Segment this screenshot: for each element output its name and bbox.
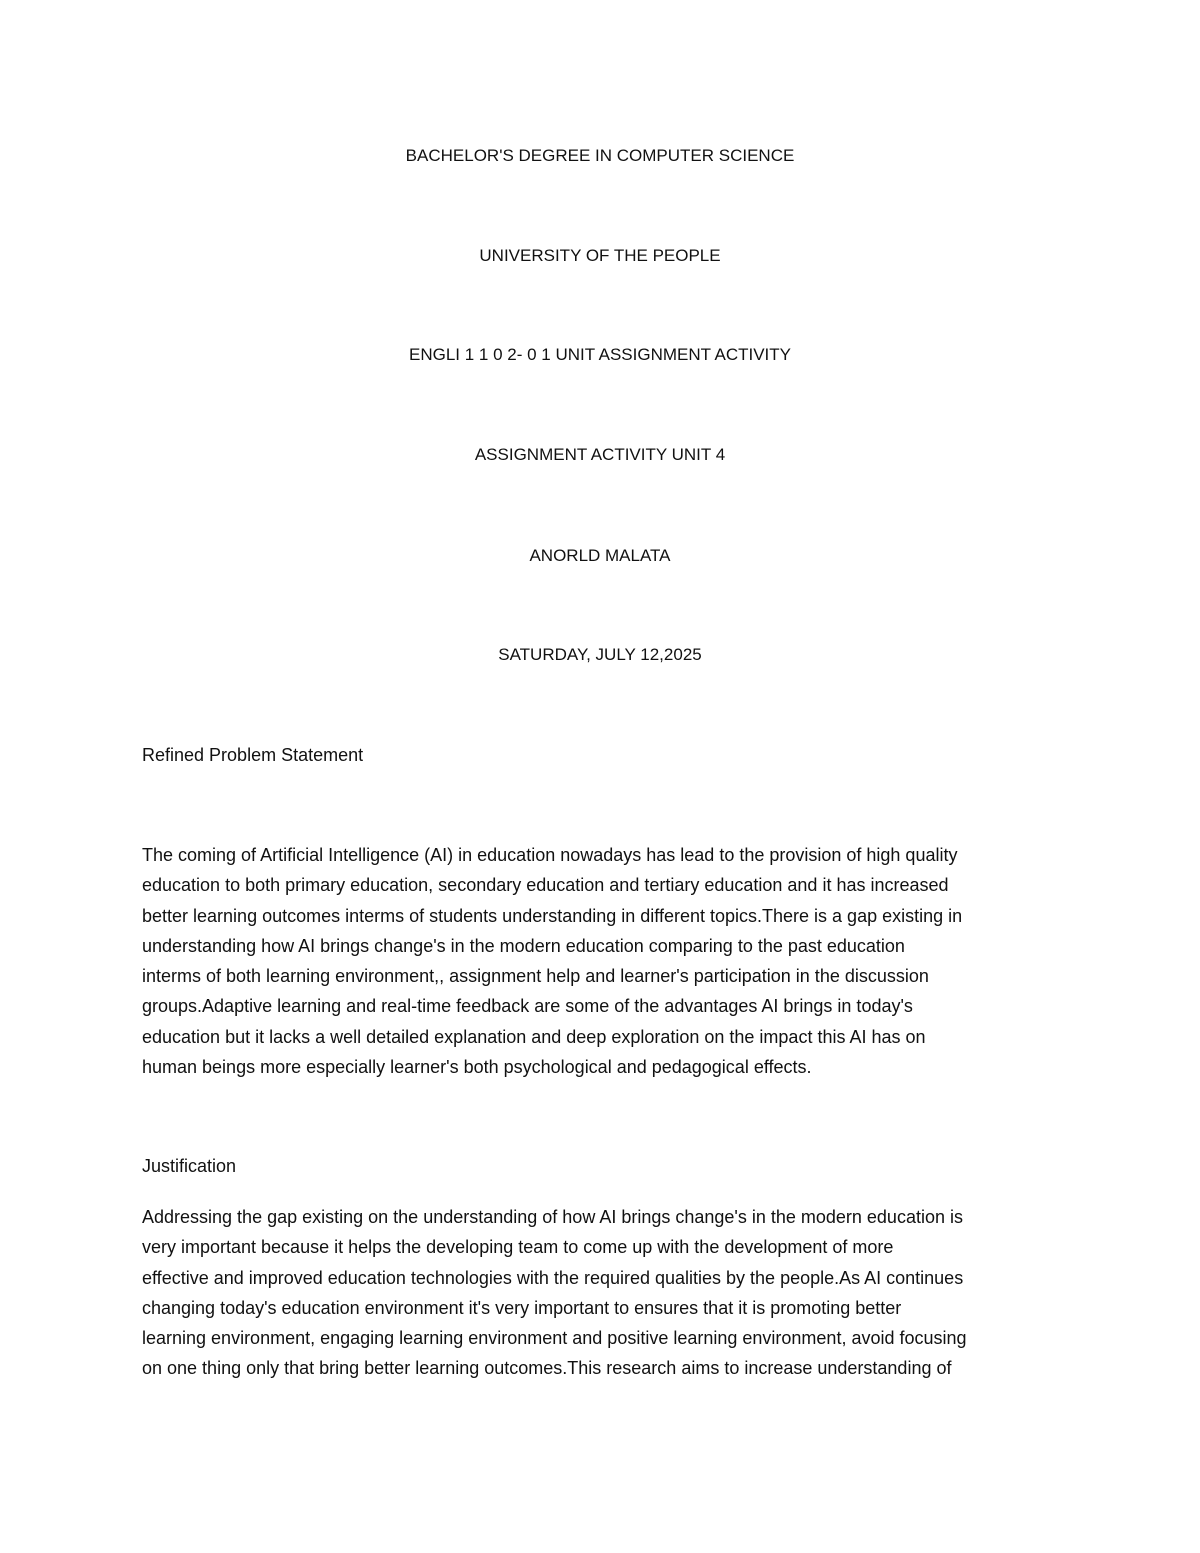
author-line: ANORLD MALATA <box>529 546 671 565</box>
paragraph-line: on one thing only that bring better learning outcomes.This research aims to increase understanding of <box>142 1358 952 1379</box>
course-line: ENGLI 1 1 0 2- 0 1 UNIT ASSIGNMENT ACTIVITY <box>409 345 791 364</box>
paragraph-line: The coming of Artificial Intelligence (AI) in education nowadays has lead to the provision of high quality <box>142 845 958 865</box>
paragraph-line: groups.Adaptive learning and real-time feedback are some of the advantages AI brings in today's <box>142 996 913 1017</box>
degree-line: BACHELOR'S DEGREE IN COMPUTER SCIENCE <box>405 146 795 165</box>
paragraph-line: human beings more especially learner's both psychological and pedagogical effects. <box>142 1057 812 1078</box>
assignment-line: ASSIGNMENT ACTIVITY UNIT 4 <box>474 445 726 464</box>
problem-statement-paragraph <box>142 840 1062 1082</box>
paragraph-line: understanding how AI brings change's in the modern education comparing to the past education <box>142 935 905 956</box>
date-line: SATURDAY, JULY 12,2025 <box>498 645 702 664</box>
paragraph-line: education to both primary education, secondary education and tertiary education and it has increased <box>142 875 949 896</box>
paragraph-line: effective and improved education technologies with the required qualities by the people.As AI continues <box>142 1267 964 1288</box>
university-line: UNIVERSITY OF THE PEOPLE <box>479 246 721 265</box>
problem-statement-heading: Refined Problem Statement <box>142 745 364 765</box>
paragraph-line: education but it lacks a well detailed explanation and deep exploration on the impact this AI has on <box>142 1026 926 1047</box>
paragraph-line: interms of both learning environment,, assignment help and learner's participation in the discussion <box>142 966 929 987</box>
paragraph-line: better learning outcomes interms of students understanding in different topics.There is a gap existing in <box>142 905 963 926</box>
paragraph-line: Addressing the gap existing on the understanding of how AI brings change's in the modern education is <box>142 1207 963 1227</box>
justification-paragraph <box>142 1202 1062 1384</box>
justification-heading: Justification <box>142 1156 237 1176</box>
paragraph-line: learning environment, engaging learning environment and positive learning environment, avoid focusing <box>142 1328 967 1349</box>
paragraph-line: changing today's education environment it's very important to ensures that it is promoting better <box>142 1297 902 1318</box>
paragraph-line: very important because it helps the developing team to come up with the development of more <box>142 1237 894 1258</box>
